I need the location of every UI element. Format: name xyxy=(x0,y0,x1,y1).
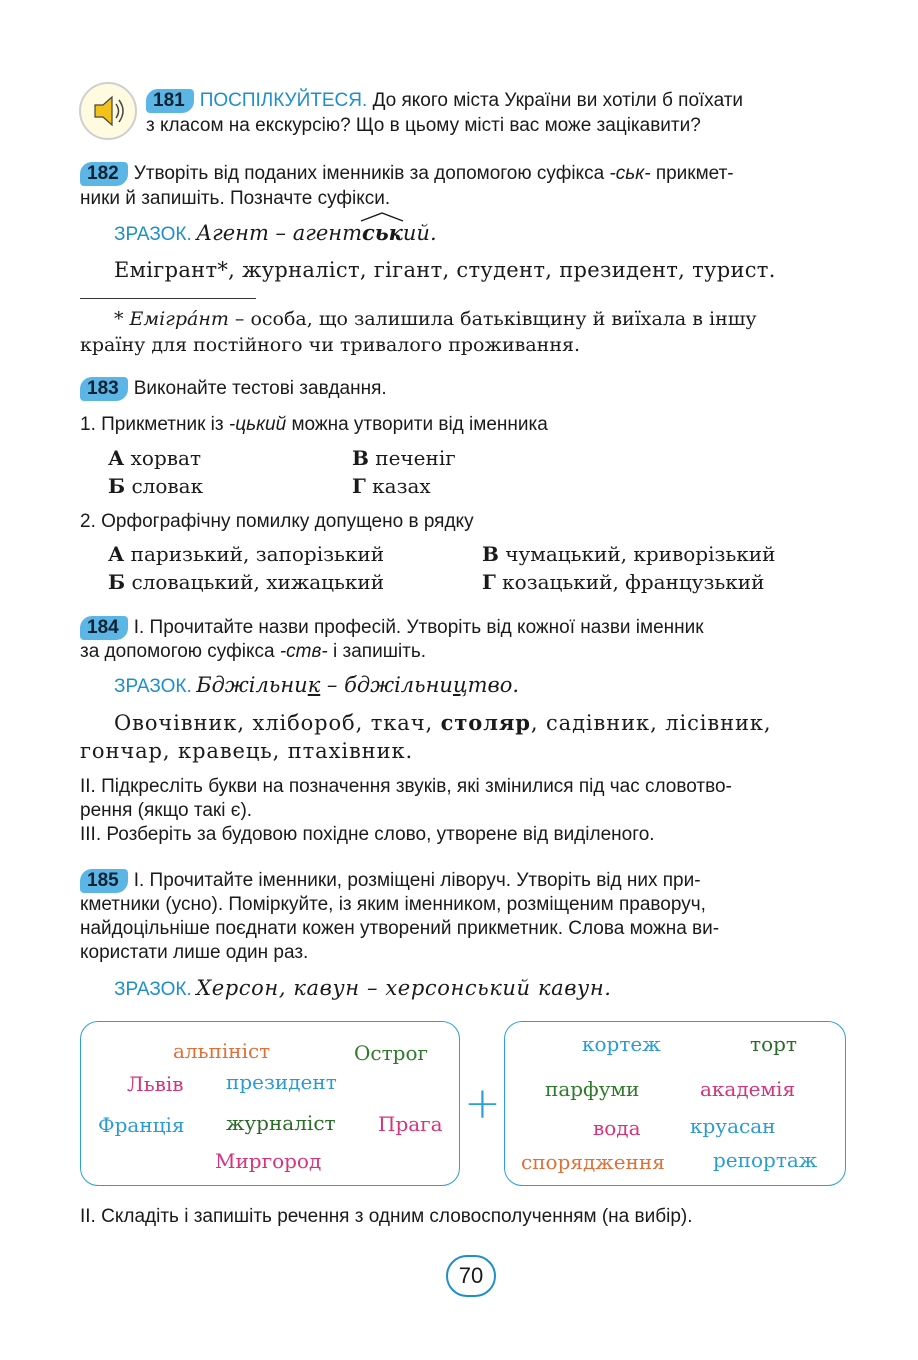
sample-label: ЗРАЗОК. xyxy=(114,676,192,697)
footnote-line2: країну для постійного чи тривалого проживання. xyxy=(80,334,581,356)
suffix-mark-icon xyxy=(360,212,404,222)
exercise-182: 182 Утворіть від поданих іменників за допомогою суфікса -ськ- прикмет- xyxy=(80,162,846,186)
word-card[interactable]: Франція xyxy=(98,1113,185,1137)
audio-speaker-icon[interactable] xyxy=(79,82,137,140)
words-184: Овочівник, хлібороб, ткач, столяр, садівник, лісівник, xyxy=(114,710,772,735)
q2-option-b[interactable]: Б словацький, хижацький xyxy=(108,570,385,594)
word-card[interactable]: репортаж xyxy=(713,1148,818,1172)
word-card[interactable]: Острог xyxy=(354,1041,428,1065)
exercise-number: 184 xyxy=(80,616,128,640)
task-185-2: II. Складіть і запишіть речення з одним словосполученням (на вибір). xyxy=(80,1206,693,1227)
task-184-2: II. Підкресліть букви на позначення звуків, які змінилися під час словотво- xyxy=(80,776,732,797)
task-184-3: III. Розберіть за будовою похідне слово, утворене від виділеного. xyxy=(80,824,655,845)
words-182: Емігрант*, журналіст, гігант, студент, президент, турист. xyxy=(114,258,776,282)
exercise-number: 182 xyxy=(80,162,128,186)
q2-option-g[interactable]: Г козацький, французький xyxy=(482,570,765,594)
word-card[interactable]: кортеж xyxy=(582,1032,661,1056)
exercise-185: 185 I. Прочитайте іменники, розміщені ліворуч. Утворіть від них при- xyxy=(80,869,701,893)
exercise-184-line2: за допомогою суфікса -ств- і запишіть. xyxy=(80,641,427,662)
q1-option-g[interactable]: Г казах xyxy=(352,474,431,498)
underlined-letter: к xyxy=(307,673,321,697)
exercise-number: 185 xyxy=(80,869,128,893)
word-card[interactable]: академія xyxy=(700,1077,796,1101)
words-184-line2: гончар, кравець, птахівник. xyxy=(80,739,414,763)
sample-185: ЗРАЗОК. Херсон, кавун – херсонський кавун. xyxy=(114,976,612,1000)
exercise-185-line2: кметники (усно). Поміркуйте, із яким іменником, розміщеним праворуч, xyxy=(80,894,706,915)
exercise-182-line2: ники й запишіть. Позначте суфікси. xyxy=(80,188,391,209)
word-card[interactable]: журналіст xyxy=(226,1111,336,1135)
word-card[interactable]: торт xyxy=(750,1032,797,1056)
speaker-icon xyxy=(81,84,135,138)
exercise-184: 184 I. Прочитайте назви професій. Утворіть від кожної назви іменник xyxy=(80,616,846,640)
suffix: -ськ- xyxy=(609,163,651,184)
word-card[interactable]: Львів xyxy=(127,1072,184,1096)
footnote: * Емігра́нт – особа, що залишила батьківщину й виїхала в іншу xyxy=(114,308,757,330)
exercise-number: 181 xyxy=(146,89,194,113)
sample-label: ЗРАЗОК. xyxy=(114,224,192,245)
sample-label: ЗРАЗОК. xyxy=(114,979,192,1000)
exercise-185-line4: користати лише один раз. xyxy=(80,942,309,963)
exercise-185-line3: найдоцільніше поєднати кожен утворений прикметник. Слова можна ви- xyxy=(80,918,720,939)
page-number: 70 xyxy=(446,1255,496,1297)
word-card[interactable]: Прага xyxy=(378,1112,443,1136)
q2-option-v[interactable]: В чумацький, криворізький xyxy=(482,542,776,566)
question-1: 1. Прикметник із -цький можна утворити від іменника xyxy=(80,414,548,435)
plus-icon: + xyxy=(464,1078,501,1129)
task-184-2-line2: рення (якщо такі є). xyxy=(80,800,253,821)
exercise-text: До якого міста України ви хотіли б поїхати xyxy=(372,90,744,111)
exercise-181 xyxy=(146,89,846,113)
word-card[interactable]: парфуми xyxy=(545,1077,640,1101)
word-card[interactable]: президент xyxy=(226,1070,337,1094)
highlighted-word: столяр xyxy=(440,710,531,735)
sample-suffix: ськ xyxy=(362,220,403,245)
word-card[interactable]: вода xyxy=(593,1116,641,1140)
sample-184: ЗРАЗОК. Бджільник – бджільництво. xyxy=(114,673,520,697)
sample-182: ЗРАЗОК. Агент – агент ський. xyxy=(114,220,437,247)
exercise-number: 183 xyxy=(80,377,128,401)
word-card[interactable]: Миргород xyxy=(215,1149,322,1173)
question-2: 2. Орфографічну помилку допущено в рядку xyxy=(80,511,474,532)
footnote-divider xyxy=(80,298,256,299)
word-card[interactable]: спорядження xyxy=(521,1150,665,1174)
q1-option-a[interactable]: А хорват xyxy=(108,446,202,470)
exercise-183: 183 Виконайте тестові завдання. xyxy=(80,377,387,401)
word-card[interactable]: круасан xyxy=(690,1114,776,1138)
exercise-181-line2: з класом на екскурсію? Що в цьому місті вас може зацікавити? xyxy=(146,115,701,136)
q1-option-v[interactable]: В печеніг xyxy=(352,446,456,470)
q2-option-a[interactable]: А паризький, запорізький xyxy=(108,542,385,566)
word-card[interactable]: альпініст xyxy=(173,1039,271,1063)
underlined-letter: ц xyxy=(452,673,468,697)
q1-option-b[interactable]: Б словак xyxy=(108,474,204,498)
exercise-heading: ПОСПІЛКУЙТЕСЯ. xyxy=(199,90,368,111)
